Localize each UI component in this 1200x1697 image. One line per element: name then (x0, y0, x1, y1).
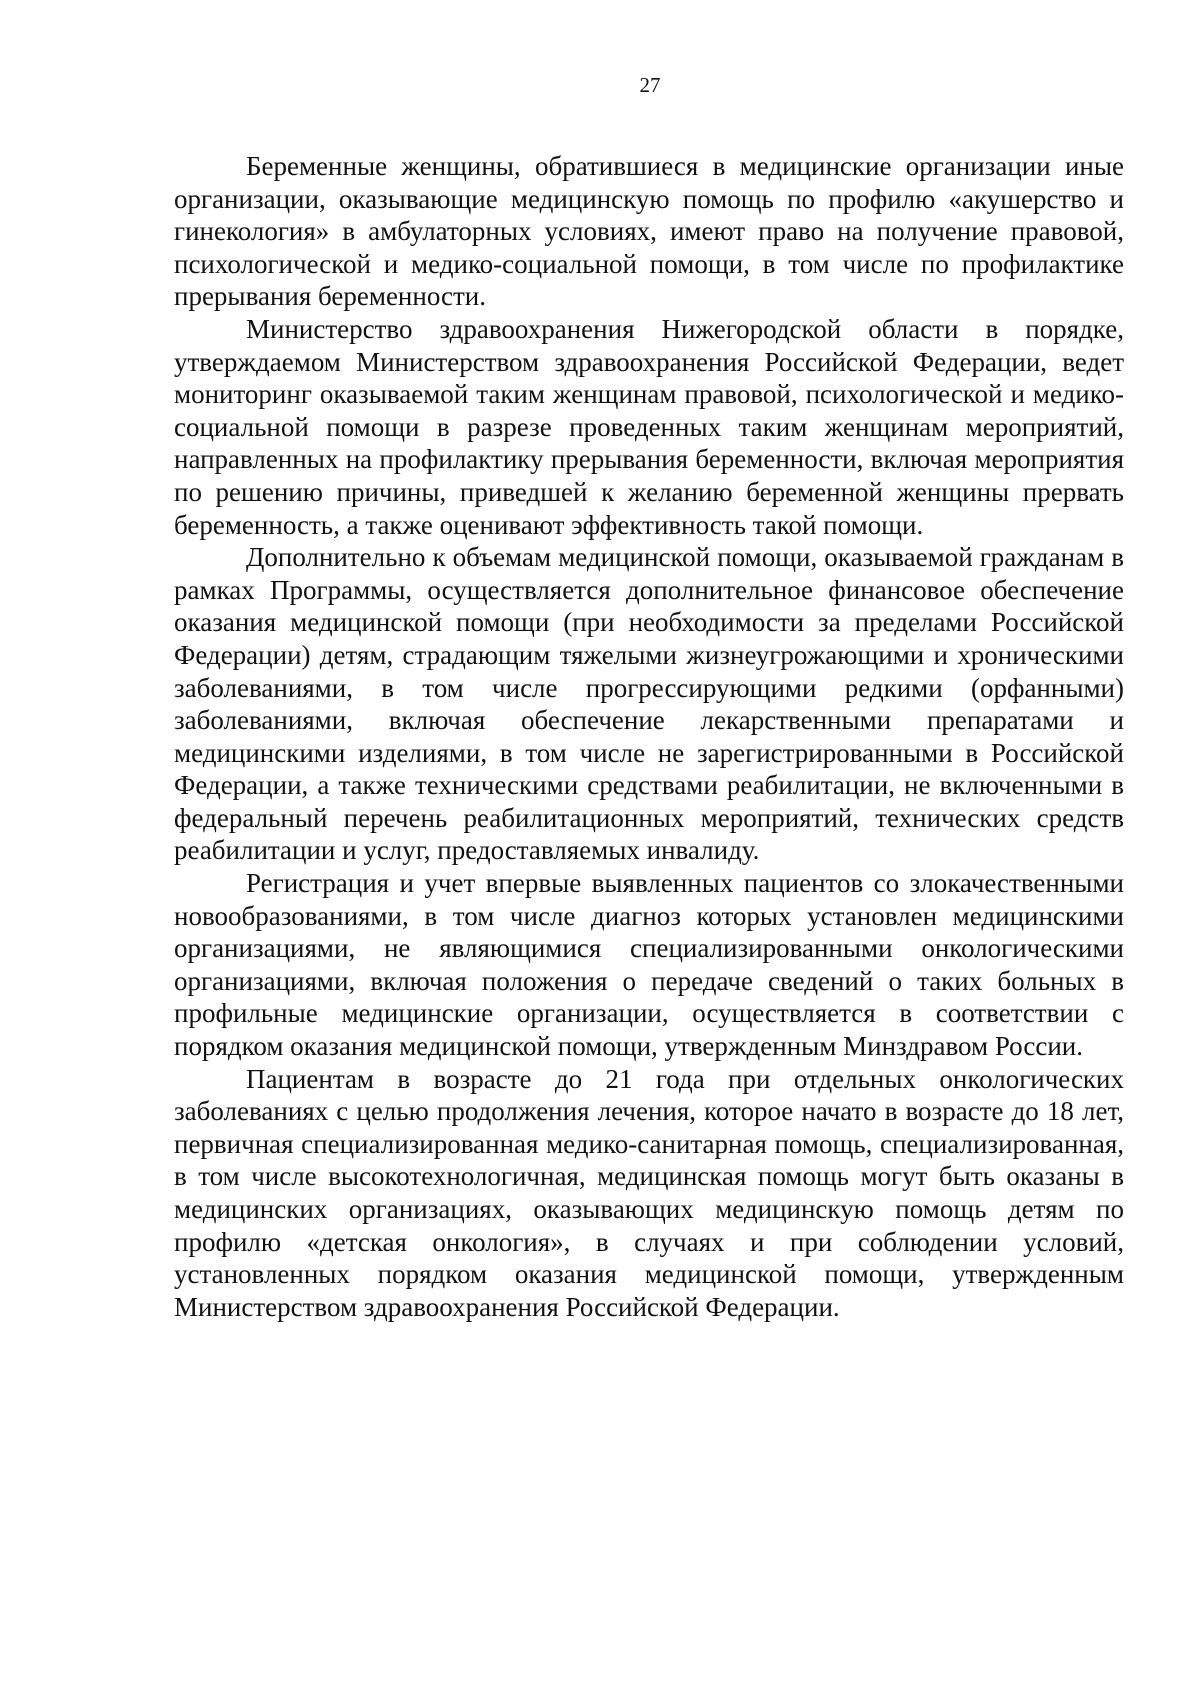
paragraph-pregnant-women-assistance: Беременные женщины, обратившиеся в медицинские организации иные организации, оказывающие медицинскую помощь по профилю «акушерство и гинекология» в амбулаторных условиях, имеют право на получение правовой, психологической и медико-социальной помощи, в том числе по профилактике прерывания беременности. (174, 151, 1124, 312)
paragraph-young-patients-oncology: Пациентам в возрасте до 21 года при отдельных онкологических заболеваниях с целью продолжения лечения, которое начато в возрасте до 18 лет, первичная специализированная медико-санитарная помощь, специализированная, в том числе высокотехнологичная, медицинская помощь могут быть оказаны в медицинских организациях, оказывающих медицинскую помощь детям по профилю «детская онкология», в случаях и при соблюдении условий, установленных порядком оказания медицинской помощи, утвержденным Министерством здравоохранения Российской Федерации. (174, 1063, 1124, 1322)
paragraph-additional-financing: Дополнительно к объемам медицинской помощи, оказываемой гражданам в рамках Программы, осуществляется дополнительное финансовое обеспечение оказания медицинской помощи (при необходимости за пределами Российской Федерации) детям, страдающим тяжелыми жизнеугрожающими и хроническими заболеваниями, в том числе прогрессирующими редкими (орфанными) заболеваниями, включая обеспечение лекарственными препаратами и медицинскими изделиями, в том числе не зарегистрированными в Российской Федерации, а также техническими средствами реабилитации, не включенными в федеральный перечень реабилитационных мероприятий, технических средств реабилитации и услуг, предоставляемых инвалиду. (174, 542, 1124, 866)
page-number: 27 (639, 73, 661, 97)
document-body (174, 150, 1124, 1323)
paragraph-oncology-registration: Регистрация и учет впервые выявленных пациентов со злокачественными новообразованиями, в том числе диагноз которых установлен медицинскими организациями, не являющимися специализированными онкологическими организациями, включая положения о передаче сведений о таких больных в профильные медицинские организации, осуществляется в соответствии с порядком оказания медицинской помощи, утвержденным Минздравом России. (174, 868, 1124, 1062)
paragraph-ministry-monitoring: Министерство здравоохранения Нижегородской области в порядке, утверждаемом Министерством здравоохранения Российской Федерации, ведет мониторинг оказываемой таким женщинам правовой, психологической и медико-социальной помощи в разрезе проведенных таким женщинам мероприятий, направленных на профилактику прерывания беременности, включая мероприятия по решению причины, приведшей к желанию беременной женщины прервать беременность, а также оценивают эффективность такой помощи. (174, 313, 1124, 540)
